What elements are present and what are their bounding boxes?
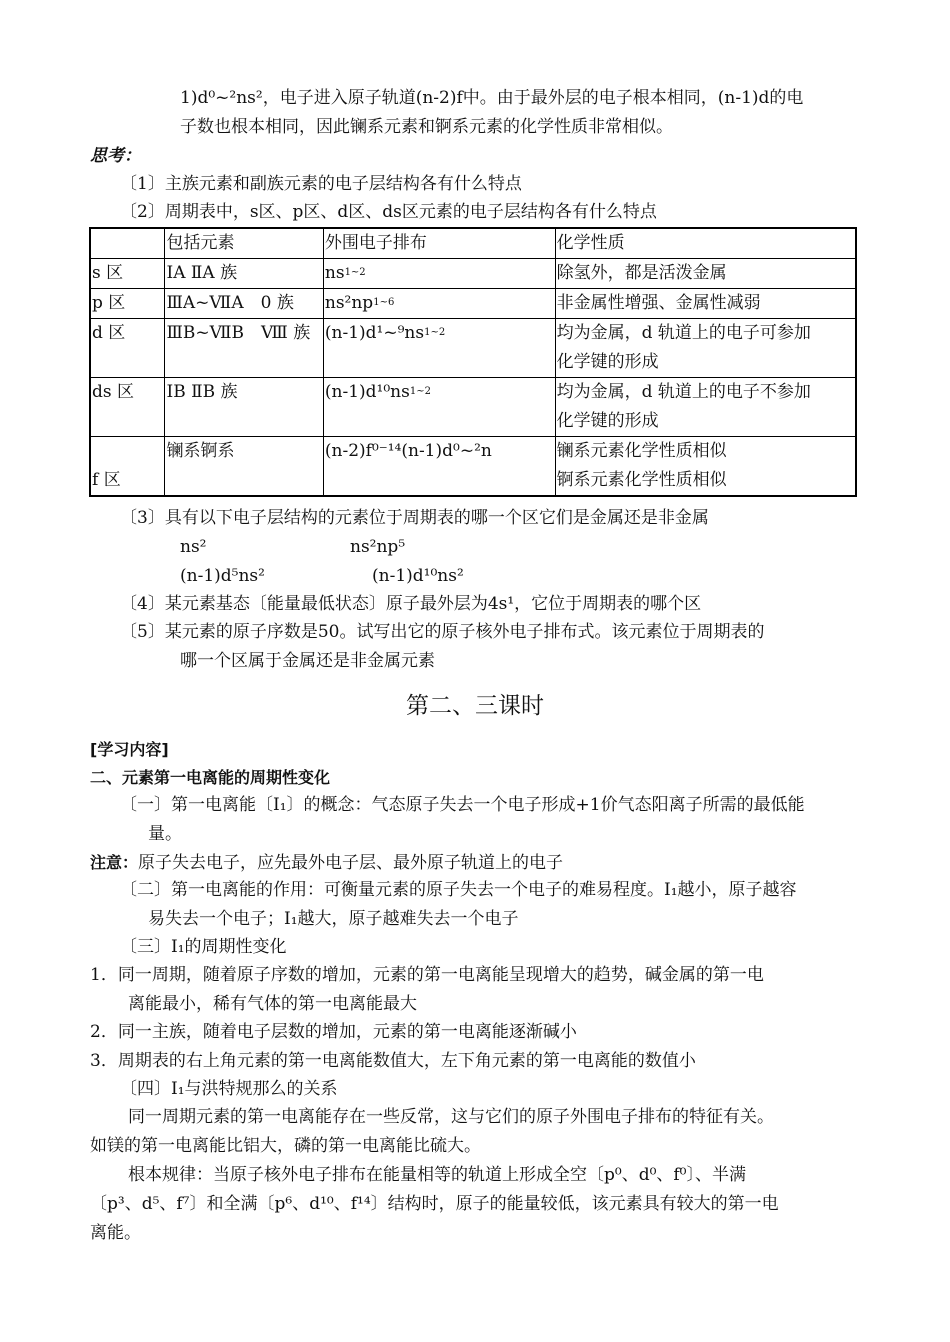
property-cell: 非金属性增强、金属性减弱 [555, 289, 856, 319]
region-cell: f 区 [90, 437, 165, 497]
config-main: (n-2)f⁰⁻¹⁴(n-1)d⁰~²n [324, 441, 492, 461]
elements-cell: ⅠB ⅡB 族 [165, 378, 323, 437]
config-cell [323, 378, 555, 437]
config-main: ns²np [324, 293, 374, 313]
config-sup: 1~2 [424, 327, 446, 338]
note-line [90, 848, 563, 878]
region-cell: p 区 [90, 289, 165, 319]
config-cell [323, 319, 555, 378]
study-label: [学习内容] [90, 740, 169, 759]
config-option-d: (n-1)d¹⁰ns² [372, 566, 464, 586]
rule-1-line-2: 离能最小，稀有气体的第一电离能最大 [128, 994, 417, 1014]
top-line-1: 1)d⁰~²ns²，电子进入原子轨道(n-2)f中。由于最外层的电子根本相同，(n-1)d的电 [180, 88, 804, 108]
config-main: (n-1)d¹~⁹ns [324, 323, 425, 343]
header-cell: 化学性质 [555, 228, 856, 259]
paragraph-2-line-2: 〔p³、d⁵、f⁷〕和全满〔p⁶、d¹⁰、f¹⁴〕结构时，原子的能量较低，该元素具有较大的第一电 [90, 1194, 779, 1214]
role-line-2: 易失去一个电子；I₁越大，原子越难失去一个电子 [148, 909, 519, 929]
role-line-1: 〔二〕第一电离能的作用：可衡量元素的原子失去一个电子的难易程度。I₁越小，原子越容 [120, 880, 797, 900]
question-3: 〔3〕具有以下电子层结构的元素位于周期表的哪一个区它们是金属还是非金属 [120, 508, 709, 528]
header-cell: 外围电子排布 [323, 228, 555, 259]
config-option-b: ns²np⁵ [350, 537, 406, 557]
property-line: 均为金属，d 轨道上的电子不参加 [556, 382, 811, 402]
config-cell [323, 289, 555, 319]
property-line: 均为金属，d 轨道上的电子可参加 [556, 323, 811, 343]
concept-line-2: 量。 [148, 824, 182, 844]
property-line: 锕系元素化学性质相似 [556, 470, 727, 490]
config-option-a: ns² [180, 537, 207, 557]
table-row [90, 437, 856, 497]
concept-line-1: 〔一〕第一电离能〔I₁〕的概念：气态原子失去一个电子形成+1价气态阳离子所需的最低能 [120, 795, 805, 815]
config-sup: 1~2 [344, 267, 366, 278]
table-row [90, 289, 856, 319]
question-5-line-2: 哪一个区属于金属还是非金属元素 [180, 651, 435, 671]
rule-1-line-1: 1．同一周期，随着原子序数的增加，元素的第一电离能呈现增大的趋势，碱金属的第一电 [90, 965, 764, 985]
section-title: 第二、三课时 [406, 693, 544, 719]
property-line: 化学键的形成 [556, 411, 659, 431]
question-4: 〔4〕某元素基态〔能量最低状态〕原子最外层为4s¹，它位于周期表的哪个区 [120, 594, 702, 614]
table-header-row [90, 228, 856, 259]
region-cell: d 区 [90, 319, 165, 378]
rule-3: 3．周期表的右上角元素的第一电离能数值大，左下角元素的第一电离能的数值小 [90, 1051, 696, 1071]
question-5-line-1: 〔5〕某元素的原子序数是50。试写出它的原子核外电子排布式。该元素位于周期表的 [120, 622, 765, 642]
note-label: 注意： [90, 853, 139, 872]
elements-cell: 镧系锕系 [165, 437, 323, 497]
header-cell: 包括元素 [165, 228, 323, 259]
elements-cell: ⅠA ⅡA 族 [165, 259, 323, 289]
table-row [90, 259, 856, 289]
study-title: 二、元素第一电离能的周期性变化 [90, 768, 331, 787]
table-row [90, 319, 856, 378]
property-cell [555, 378, 856, 437]
region-cell: s 区 [90, 259, 165, 289]
config-main: ns [324, 263, 345, 283]
table-row [90, 378, 856, 437]
note-text: 原子失去电子，应先最外电子层、最外原子轨道上的电子 [138, 853, 564, 873]
property-line: 化学键的形成 [556, 352, 659, 372]
config-option-c: (n-1)d⁵ns² [180, 566, 265, 586]
property-cell: 除氢外，都是活泼金属 [555, 259, 856, 289]
property-line: 镧系元素化学性质相似 [556, 441, 727, 461]
hund-heading: 〔四〕I₁与洪特规那么的关系 [120, 1079, 338, 1099]
top-line-2: 子数也根本相同，因此镧系元素和锕系元素的化学性质非常相似。 [180, 117, 673, 137]
config-cell [323, 437, 555, 497]
rule-2: 2．同一主族，随着电子层数的增加，元素的第一电离能逐渐碱小 [90, 1022, 577, 1042]
paragraph-2-line-3: 离能。 [90, 1223, 141, 1243]
paragraph-1-line-2: 如镁的第一电离能比铝大，磷的第一电离能比硫大。 [90, 1136, 481, 1156]
elements-cell: ⅢA~ⅦA 0 族 [165, 289, 323, 319]
config-main: (n-1)d¹⁰ns [324, 382, 410, 402]
question-2: 〔2〕周期表中，s区、p区、d区、ds区元素的电子层结构各有什么特点 [120, 202, 657, 222]
config-sup: 1~6 [373, 297, 395, 308]
property-cell [555, 437, 856, 497]
region-cell: ds 区 [90, 378, 165, 437]
block-region-table [89, 227, 857, 497]
paragraph-1-line-1: 同一周期元素的第一电离能存在一些反常，这与它们的原子外围电子排布的特征有关。 [128, 1107, 774, 1127]
periodic-change-heading: 〔三〕I₁的周期性变化 [120, 937, 287, 957]
config-sup: 1~2 [409, 386, 431, 397]
question-1: 〔1〕主族元素和副族元素的电子层结构各有什么特点 [120, 174, 522, 194]
think-label: 思考： [90, 146, 141, 166]
header-cell [90, 228, 165, 259]
config-cell [323, 259, 555, 289]
property-cell [555, 319, 856, 378]
paragraph-2-line-1: 根本规律：当原子核外电子排布在能量相等的轨道上形成全空〔p⁰、d⁰、f⁰〕、半满 [128, 1165, 746, 1185]
elements-cell: ⅢB~ⅦB Ⅷ 族 [165, 319, 323, 378]
